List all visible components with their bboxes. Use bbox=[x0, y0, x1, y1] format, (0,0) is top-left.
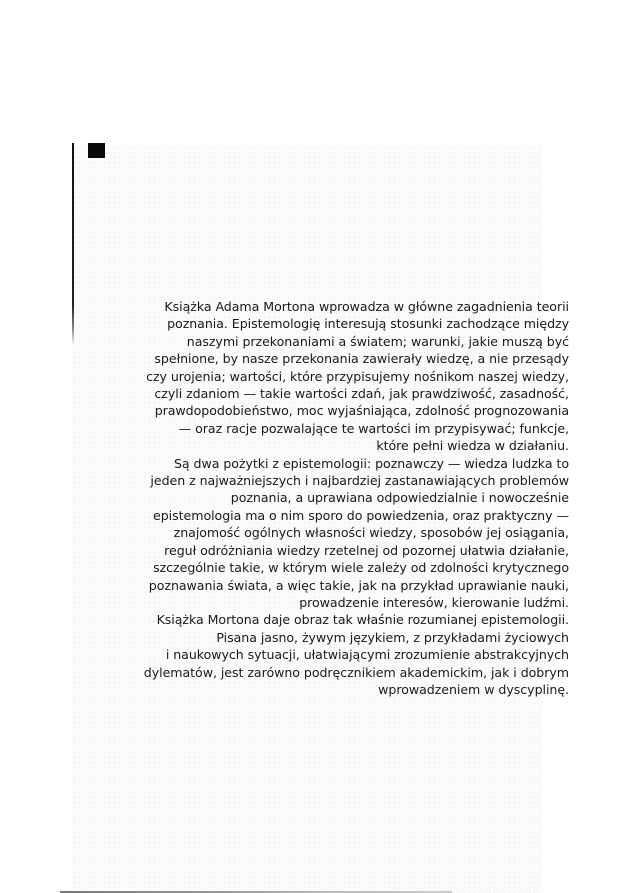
blurb-line: Książka Adama Mortona wprowadza w główne zagadnienia teorii bbox=[164, 299, 569, 314]
blurb-line: poznawania świata, a więc takie, jak na przykład uprawianie nauki, bbox=[148, 577, 569, 593]
blurb-line: — oraz racje pozwalające te wartości im przypisywać; funkcje, bbox=[178, 420, 569, 436]
blurb-line: Pisana jasno, żywym językiem, z przykładami życiowych bbox=[216, 629, 569, 645]
blurb-line: jeden z najważniejszych i najbardziej zastanawiających problemów bbox=[150, 473, 569, 489]
blurb-line: spełnione, by nasze przekonania zawierały wiedzę, a nie przesądy bbox=[154, 351, 569, 367]
blurb-line: poznania, a uprawiana odpowiedzialnie i nowocześnie bbox=[230, 490, 569, 506]
left-vertical-rule bbox=[72, 143, 74, 345]
blurb-line: szczególnie takie, w którym wiele zależy od zdolności krytycznego bbox=[153, 560, 569, 576]
blurb-line: wprowadzeniem w dyscyplinę. bbox=[378, 681, 569, 697]
blurb-line: czyli zdaniom — takie wartości zdań, jak prawdziwość, zasadność, bbox=[154, 386, 569, 402]
blurb-line: reguł odróżniania wiedzy rzetelnej od pozornej ułatwia działanie, bbox=[164, 542, 569, 558]
blurb-line: prawdopodobieństwo, moc wyjaśniająca, zdolność prognozowania bbox=[154, 403, 569, 419]
blurb-line: naszymi przekonaniami a światem; warunki, jakie muszą być bbox=[186, 333, 569, 349]
blurb-line: znajomość ogólnych własności wiedzy, sposobów jej osiągania, bbox=[173, 525, 569, 541]
black-square-icon bbox=[88, 143, 105, 158]
blurb-line: które pełni wiedza w działaniu. bbox=[376, 438, 569, 454]
blurb-line: Książka Mortona daje obraz tak właśnie rozumianej epistemologii. bbox=[156, 612, 569, 628]
blurb-line: Są dwa pożytki z epistemologii: poznawczy — wiedza ludzka to bbox=[173, 455, 569, 471]
blurb-line: i naukowych sytuacji, ułatwiającymi zrozumienie abstrakcyjnych bbox=[165, 647, 569, 663]
back-cover-blurb bbox=[100, 298, 569, 698]
blurb-line: epistemologia ma o nim sporo do powiedzenia, oraz praktyczny — bbox=[153, 507, 569, 523]
blurb-line: dylematów, jest zarówno podręcznikiem akademickim, jak i dobrym bbox=[143, 664, 569, 680]
blurb-line: prowadzenie interesów, kierowanie ludźmi. bbox=[299, 594, 569, 610]
blurb-line: czy urojenia; wartości, które przypisujemy nośnikom naszej wiedzy, bbox=[146, 368, 569, 384]
blurb-line: poznania. Epistemologię interesują stosunki zachodzące między bbox=[167, 316, 569, 332]
